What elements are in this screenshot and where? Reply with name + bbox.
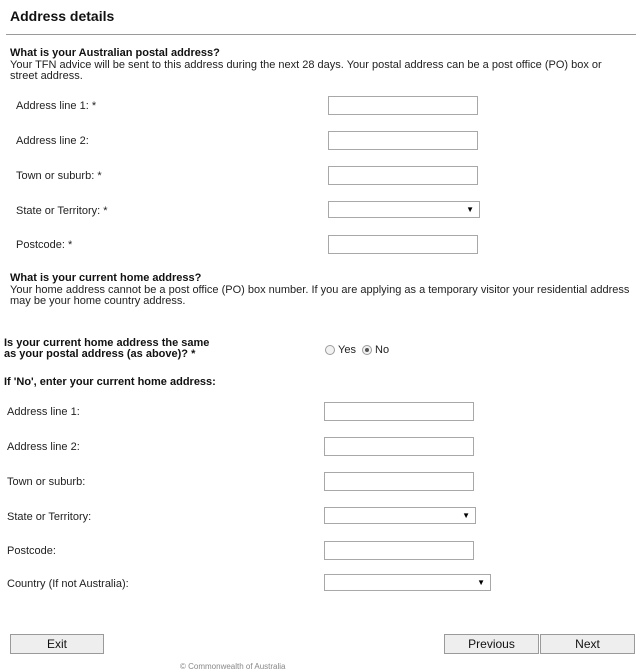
postal-address2-label: Address line 2:	[16, 135, 89, 147]
postal-heading: What is your Australian postal address?	[10, 47, 220, 59]
same-address-question-line1: Is your current home address the same	[4, 337, 210, 349]
home-address1-input[interactable]	[324, 402, 474, 421]
same-address-radio-group	[325, 344, 389, 356]
home-address2-label: Address line 2:	[7, 441, 80, 453]
radio-no[interactable]	[362, 344, 389, 356]
next-button[interactable]: Next	[540, 634, 635, 654]
home-town-input[interactable]	[324, 472, 474, 491]
exit-button[interactable]: Exit	[10, 634, 104, 654]
postal-postcode-label: Postcode: *	[16, 239, 73, 251]
if-no-heading: If 'No', enter your current home address:	[4, 376, 216, 388]
home-country-label: Country (If not Australia):	[7, 578, 129, 590]
postal-address1-label: Address line 1: *	[16, 100, 97, 112]
same-address-question-line2: as your postal address (as above)? *	[4, 348, 196, 360]
postal-state-select[interactable]	[328, 201, 480, 218]
postal-postcode-input[interactable]	[328, 235, 478, 254]
postal-town-label: Town or suburb: *	[16, 170, 102, 182]
home-address1-label: Address line 1:	[7, 406, 80, 418]
home-description: Your home address cannot be a post office (PO) box number. If you are applying as a temporary visitor your residential address may be your home country address.	[10, 284, 630, 307]
radio-no-label[interactable]: No	[375, 344, 390, 356]
postal-address2-input[interactable]	[328, 131, 478, 150]
postal-address1-input[interactable]	[328, 96, 478, 115]
home-state-select[interactable]	[324, 507, 476, 524]
radio-yes-icon[interactable]	[325, 345, 335, 355]
home-postcode-label: Postcode:	[7, 545, 56, 557]
home-state-label: State or Territory:	[7, 511, 92, 523]
dropdown-arrow-icon: ▼	[466, 205, 474, 214]
home-country-select[interactable]	[324, 574, 491, 591]
radio-yes[interactable]	[325, 344, 359, 356]
postal-description: Your TFN advice will be sent to this address during the next 28 days. Your postal address can be a post office (PO) box or street address.	[10, 59, 602, 82]
title-divider	[6, 34, 636, 35]
postal-town-input[interactable]	[328, 166, 478, 185]
home-address2-input[interactable]	[324, 437, 474, 456]
home-heading: What is your current home address?	[10, 272, 202, 284]
footer-note: © Commonwealth of Australia	[180, 662, 286, 671]
page-title: Address details	[10, 8, 115, 24]
dropdown-arrow-icon: ▼	[477, 578, 485, 587]
radio-yes-label[interactable]: Yes	[338, 344, 356, 356]
radio-no-icon[interactable]	[362, 345, 372, 355]
postal-state-label: State or Territory: *	[16, 205, 108, 217]
dropdown-arrow-icon: ▼	[462, 511, 470, 520]
home-postcode-input[interactable]	[324, 541, 474, 560]
previous-button[interactable]: Previous	[444, 634, 539, 654]
home-town-label: Town or suburb:	[7, 476, 86, 488]
